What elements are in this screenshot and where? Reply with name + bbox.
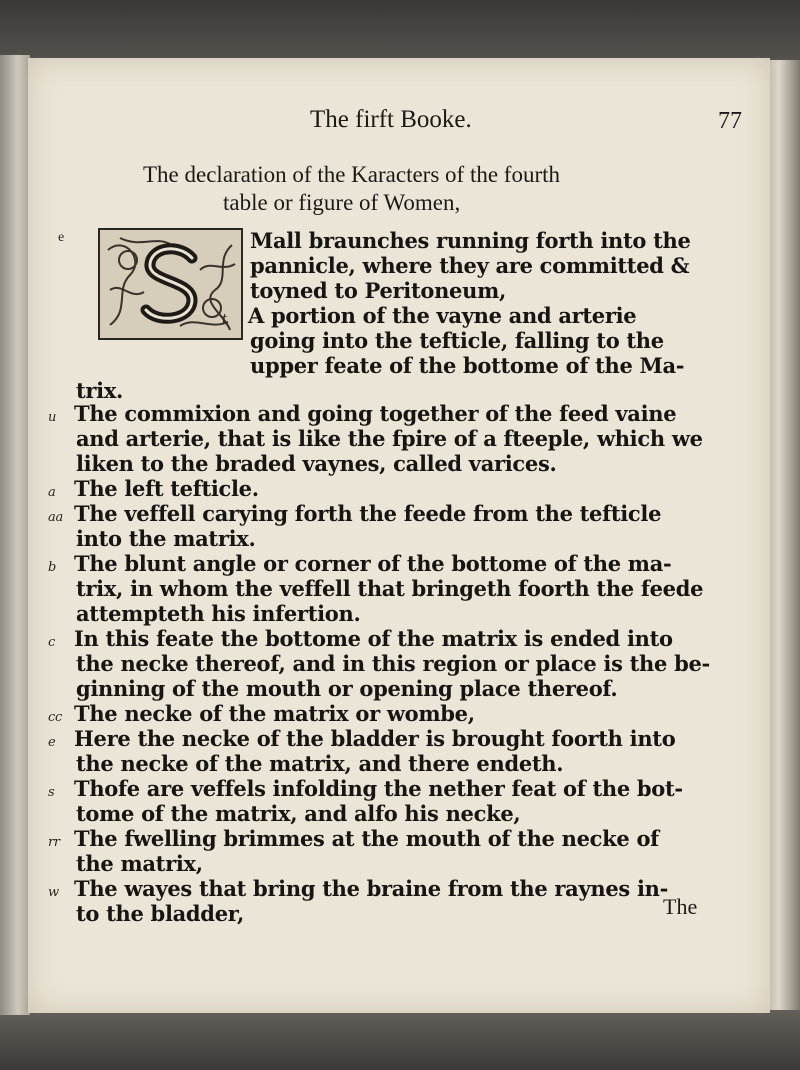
text-line bbox=[76, 678, 617, 700]
line-text: tome of the matrix, and alfo his necke, bbox=[76, 801, 521, 826]
line-text: the necke of the matrix, and there endeth. bbox=[76, 751, 564, 776]
line-text: The fwelling brimmes at the mouth of the necke of bbox=[74, 826, 659, 851]
running-head-title: The firft Booke. bbox=[310, 106, 472, 133]
line-text: A portion of the vayne and arterie bbox=[248, 303, 637, 328]
text-line bbox=[76, 380, 123, 402]
running-head bbox=[28, 106, 770, 136]
text-line bbox=[76, 453, 557, 475]
line-text: ginning of the mouth or opening place thereof. bbox=[76, 676, 618, 701]
line-text: The blunt angle or corner of the bottome of the ma- bbox=[74, 551, 672, 576]
line-text: going into the tefticle, falling to the bbox=[250, 328, 664, 353]
figure-caption bbox=[143, 161, 663, 217]
line-text: Mall braunches running forth into the bbox=[250, 228, 691, 253]
line-text: upper feate of the bottome of the Ma- bbox=[250, 353, 685, 378]
left-page-edge bbox=[0, 55, 30, 1015]
text-line bbox=[250, 255, 689, 277]
text-line bbox=[76, 753, 563, 775]
text-line bbox=[76, 653, 710, 675]
reference-key: t bbox=[222, 312, 227, 327]
line-text: and arterie, that is like the fpire of a fteeple, which we bbox=[76, 426, 703, 451]
reference-key: c bbox=[48, 635, 55, 650]
book-page bbox=[28, 58, 770, 1013]
line-text: the matrix, bbox=[76, 851, 203, 876]
reference-key: u bbox=[48, 410, 57, 425]
reference-key: w bbox=[48, 885, 59, 900]
line-text: The necke of the matrix or wombe, bbox=[74, 701, 475, 726]
reference-key: rr bbox=[48, 835, 60, 850]
text-line bbox=[76, 903, 244, 925]
text-line bbox=[76, 428, 703, 450]
reference-key: a bbox=[48, 485, 56, 500]
text-line bbox=[250, 230, 691, 252]
line-text: to the bladder, bbox=[76, 901, 245, 926]
reference-key: e bbox=[48, 735, 56, 750]
decorated-initial-letter-icon bbox=[100, 230, 241, 338]
line-text: into the matrix. bbox=[76, 526, 256, 551]
line-text: Thofe are veffels infolding the nether feat of the bot- bbox=[74, 776, 683, 801]
text-line bbox=[76, 528, 256, 550]
catchword: The bbox=[663, 894, 698, 919]
text-line bbox=[76, 803, 520, 825]
text-line bbox=[250, 355, 684, 377]
text-line bbox=[76, 853, 203, 875]
caption-line-2: table or figure of Women, bbox=[223, 190, 461, 215]
page-number: 77 bbox=[718, 108, 742, 134]
line-text: trix. bbox=[76, 378, 124, 403]
reference-key: s bbox=[48, 785, 55, 800]
line-text: The left tefticle. bbox=[74, 476, 259, 501]
line-text: The commixion and going together of the feed vaine bbox=[74, 401, 677, 426]
text-line bbox=[250, 280, 506, 302]
text-line bbox=[76, 603, 360, 625]
text-line bbox=[76, 578, 703, 600]
initial-key-label: e bbox=[58, 230, 65, 245]
reference-key: cc bbox=[48, 710, 62, 725]
line-text: Here the necke of the bladder is brought foorth into bbox=[74, 726, 676, 751]
line-text: attempteth his infertion. bbox=[76, 601, 361, 626]
line-text: In this feate the bottome of the matrix is ended into bbox=[74, 626, 673, 651]
reference-key: b bbox=[48, 560, 57, 575]
caption-line-1: The declaration of the Karacters of the fourth bbox=[143, 162, 560, 187]
reference-key: aa bbox=[48, 510, 63, 525]
line-text: liken to the braded vaynes, called varices. bbox=[76, 451, 557, 476]
line-text: The wayes that bring the braine from the raynes in- bbox=[74, 876, 669, 901]
line-text: trix, in whom the veffell that bringeth foorth the feede bbox=[76, 576, 704, 601]
right-page-edge bbox=[765, 60, 800, 1010]
text-line bbox=[250, 330, 664, 352]
line-text: toyned to Peritoneum, bbox=[250, 278, 507, 303]
line-text: pannicle, where they are committed & bbox=[250, 253, 690, 278]
line-text: the necke thereof, and in this region or place is the be- bbox=[76, 651, 710, 676]
line-text: The veffell carying forth the feede from the tefticle bbox=[74, 501, 662, 526]
